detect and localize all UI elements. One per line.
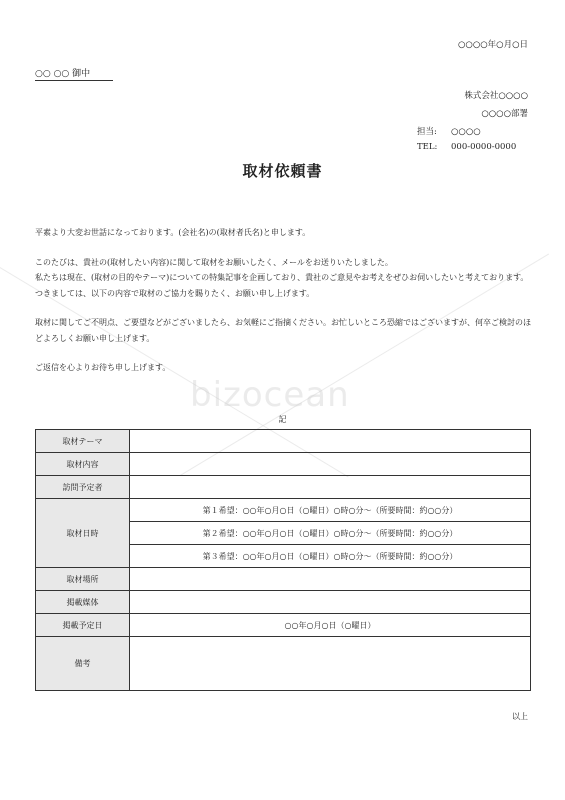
pubdate-label: 掲載予定日 <box>36 614 130 637</box>
sender-department: ○○○○部署 <box>481 109 528 119</box>
tel-label: TEL: <box>417 142 438 152</box>
media-label: 掲載媒体 <box>36 591 130 614</box>
recipient-name: ○○ ○○ 御中 <box>35 66 113 81</box>
closing-paragraph: ご返信を心よりお待ち申し上げます。 <box>35 363 171 372</box>
table-row <box>36 476 531 499</box>
remarks-label: 備考 <box>36 637 130 691</box>
theme-value <box>130 430 531 453</box>
request-table <box>35 429 531 691</box>
pubdate-value: ○○年○月○日（○曜日） <box>130 614 531 637</box>
table-row <box>36 614 531 637</box>
issue-date: ○○○○年○月○日 <box>457 40 528 50</box>
content-value <box>130 453 531 476</box>
sender-company: 株式会社○○○○ <box>464 91 528 101</box>
table-row <box>36 591 531 614</box>
tel-value: 000-0000-0000 <box>451 142 517 152</box>
contact-tel <box>417 142 516 152</box>
remarks-value <box>130 637 531 691</box>
table-row <box>36 499 531 522</box>
place-label: 取材場所 <box>36 568 130 591</box>
table-row <box>36 430 531 453</box>
visitor-label: 訪問予定者 <box>36 476 130 499</box>
visitor-value <box>130 476 531 499</box>
contact-person <box>417 125 481 137</box>
table-row <box>36 568 531 591</box>
datetime-choice-3: 第３希望：○○年○月○日（○曜日）○時○分～（所要時間：約○○分） <box>130 545 531 568</box>
datetime-choice-1: 第１希望：○○年○月○日（○曜日）○時○分～（所要時間：約○○分） <box>130 499 531 522</box>
media-value <box>130 591 531 614</box>
theme-label: 取材テーマ <box>36 430 130 453</box>
request-line-2: 私たちは現在、(取材の目的やテーマ)についての特集記事を企画しており、貴社のご意見やお考えをぜひお伺いしたいと考えております。 <box>35 273 529 282</box>
ki-marker: 記 <box>278 415 287 424</box>
contact-label: 担当: <box>417 127 437 137</box>
datetime-choice-2: 第２希望：○○年○月○日（○曜日）○時○分～（所要時間：約○○分） <box>130 522 531 545</box>
inquiry-paragraph: 取材に関してご不明点、ご要望などがございましたら、お気軽にご指摘ください。お忙しいところ恐縮ではございますが、何卒ご検討のほどよろしくお願い申し上げます。 <box>35 318 531 343</box>
closing-mark: 以上 <box>512 712 528 721</box>
request-line-3: つきましては、以下の内容で取材のご協力を賜りたく、お願い申し上げます。 <box>35 288 315 298</box>
contact-value: ○○○○ <box>451 127 481 137</box>
content-label: 取材内容 <box>36 453 130 476</box>
request-line-1: このたびは、貴社の(取材したい内容)に関して取材をお願いしたく、メールをお送りいたしました。 <box>35 257 393 267</box>
request-paragraph <box>35 255 535 302</box>
datetime-label: 取材日時 <box>36 499 130 568</box>
table-row <box>36 453 531 476</box>
table-row <box>36 637 531 691</box>
watermark-text: bizocean <box>190 375 350 415</box>
greeting-paragraph: 平素より大変お世話になっております。(会社名)の(取材者氏名)と申します。 <box>35 228 311 237</box>
document-title: 取材依頼書 <box>242 162 323 180</box>
place-value <box>130 568 531 591</box>
letter-body <box>35 225 535 390</box>
